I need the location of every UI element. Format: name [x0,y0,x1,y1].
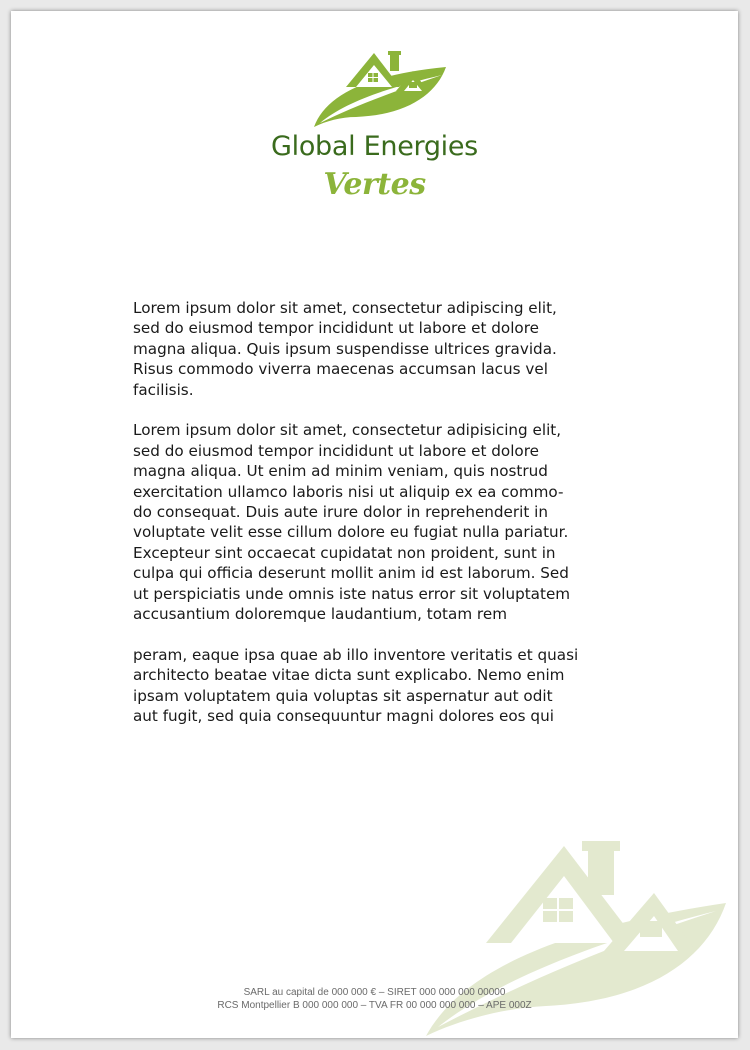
footer-line-2: RCS Montpellier B 000 000 000 – TVA FR 00 000 000 000 – APE 000Z [217,1000,532,1011]
brand-name: Global Energies [271,131,478,162]
letter-body [133,298,633,747]
footer-legal [11,986,738,1012]
letterhead-page [11,11,738,1038]
paragraph-3: peram, eaque ipsa quae ab illo inventore veritatis et quasi architecto beatae vitae dicta sunt explicabo. Nemo enim ipsam voluptatem quia voluptas sit aspernatur aut odit aut fugit, sed quia consequuntur magni dolores eos qui [133,645,579,726]
brand-tagline: Vertes [323,167,426,202]
logo [11,11,738,231]
leaf-with-houses-icon [296,35,456,135]
paragraph-1: Lorem ipsum dolor sit amet, consectetur adipiscing elit, sed do eiusmod tempor incididunt ut labore et dolore magna aliqua. Quis ipsum suspendisse ultrices gravida. Risus commodo viverra maecenas accumsan lacus vel facilisis. [133,299,557,399]
footer-line-1: SARL au capital de 000 000 € – SIRET 000 000 000 00000 [243,987,506,998]
paragraph-2: Lorem ipsum dolor sit amet, consectetur adipisicing elit, sed do eiusmod tempor incididunt ut labore et dolore magna aliqua. Ut enim ad minim veniam, quis nostrud exercitation ullamco laboris nisi ut aliquip ex ea commo- do consequat. Duis aute irure dolor in reprehenderit in voluptate velit esse cillum dolore eu fugiat nulla pariatur. Excepteur sint occaecat cupidatat non proident, sunt in culpa qui officia deserunt mollit anim id est laborum. Sed ut perspiciatis unde omnis iste natus error sit voluptatem accusantium doloremque laudantium, totam rem [133,421,571,624]
